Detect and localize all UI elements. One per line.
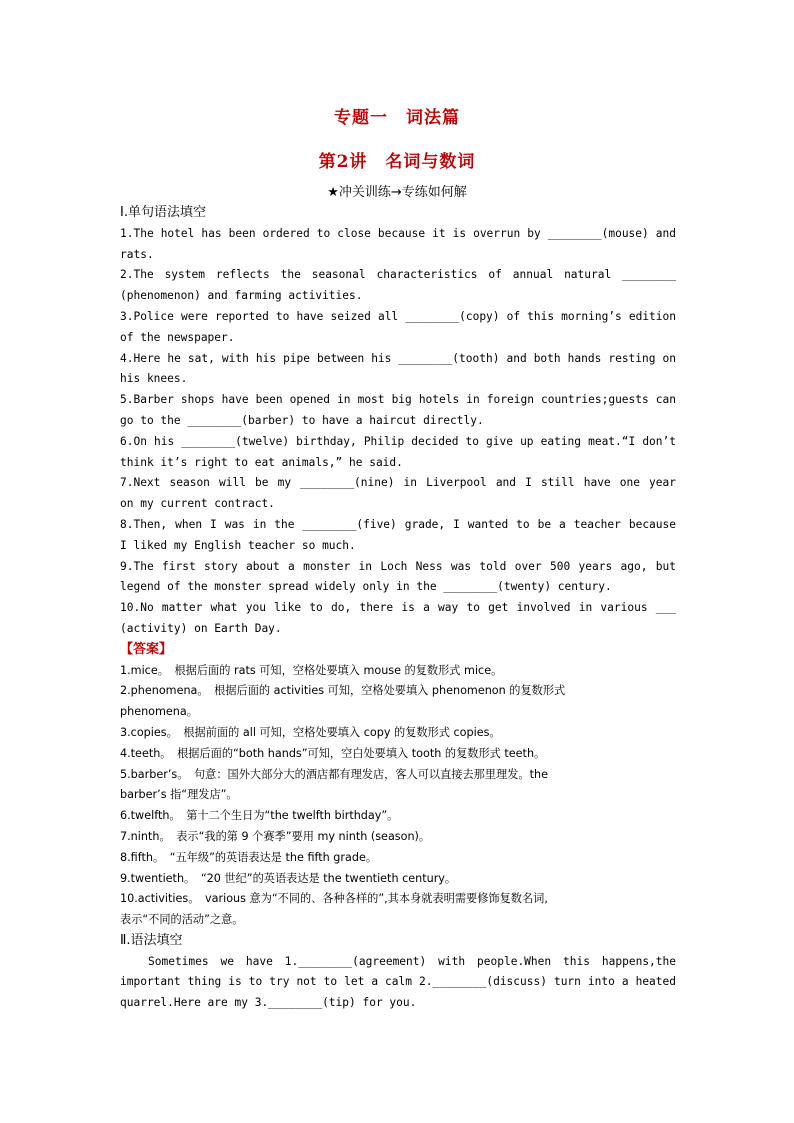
answer-line: 6.twelfth。 第十二个生日为“the twelfth birthday”。: [120, 809, 399, 823]
answer-heading: 【答案】: [120, 641, 173, 657]
answer-line: 表示“不同的活动”之意。: [120, 913, 244, 927]
question-line: 1.The hotel has been ordered to close because it is overrun by ________(mouse) and: [120, 226, 676, 240]
question-line: think it’s right to eat animals,” he said.: [120, 455, 403, 469]
question-line: 10.No matter what you like to do, there is a way to get involved in various ___: [120, 601, 676, 615]
question-line: (phenomenon) and farming activities.: [120, 289, 363, 303]
passage-line: Sometimes we have 1.________(agreement) with people.When this happens,the: [148, 954, 676, 968]
answer-line: 1.mice。 根据后面的 rats 可知，空格处要填入 mouse 的复数形式 mice。: [120, 663, 503, 677]
passage: [120, 952, 676, 1014]
question-line: I liked my English teacher so much.: [120, 538, 356, 552]
answer-line: 4.teeth。 根据后面的“both hands”可知，空白处要填入 tooth 的复数形式 teeth。: [120, 746, 546, 760]
answer-line: 3.copies。 根据前面的 all 可知，空格处要填入 copy 的复数形式 copies。: [120, 725, 501, 739]
question-line: go to the ________(barber) to have a haircut directly.: [120, 413, 484, 427]
question-line: on my current contract.: [120, 497, 275, 511]
question-line: (activity) on Earth Day.: [120, 621, 282, 635]
answer-line: 5.barber’s。 句意：国外大部分大的酒店都有理发店，客人可以直接去那里理发。the: [120, 767, 548, 781]
question-line: 9.The first story about a monster in Loch Ness was told over 500 years ago, but: [120, 559, 676, 573]
question-line: 8.Then, when I was in the ________(five) grade, I wanted to be a teacher because: [120, 517, 676, 531]
answer-line: 9.twentieth。 “20 世纪”的英语表达是 the twentieth century。: [120, 871, 457, 885]
topic-title: 专题一 词法篇: [334, 108, 460, 128]
question-line: of the newspaper.: [120, 330, 235, 344]
question-line: his knees.: [120, 372, 188, 386]
question-line: legend of the monster spread widely only in the ________(twenty) century.: [120, 580, 612, 594]
answer-line: barber’s 指“理发店”。: [120, 788, 238, 802]
section1-heading: Ⅰ.单句语法填空: [120, 205, 206, 220]
question-line: 2.The system reflects the seasonal characteristics of annual natural ________: [120, 268, 676, 282]
lesson-title: 第2讲 名词与数词: [318, 152, 476, 172]
question-line: 7.Next season will be my ________(nine) in Liverpool and I still have one year: [120, 476, 676, 490]
subtitle: ★冲关训练→专练如何解: [327, 185, 467, 200]
question-list: [120, 224, 676, 640]
answer-line: 8.fifth。 “五年级”的英语表达是 the fifth grade。: [120, 850, 378, 864]
passage-line: important thing is to try not to let a calm 2.________(discuss) turn into a heated: [120, 975, 676, 989]
question-line: 6.On his ________(twelve) birthday, Philip decided to give up eating meat.“I don’t: [120, 434, 676, 448]
passage-line: quarrel.Here are my 3.________(tip) for you.: [120, 996, 417, 1010]
section2-heading: Ⅱ.语法填空: [120, 932, 183, 948]
answer-line: phenomena。: [120, 705, 198, 719]
content-body: [120, 203, 676, 1014]
question-line: rats.: [120, 247, 154, 261]
question-line: 3.Police were reported to have seized all ________(copy) of this morning’s edition: [120, 309, 676, 323]
answer-line: 7.ninth。 表示“我的第 9 个赛季”要用 my ninth (season)。: [120, 829, 431, 843]
answer-line: 2.phenomena。 根据后面的 activities 可知，空格处要填入 phenomenon 的复数形式: [120, 684, 566, 698]
question-line: 5.Barber shops have been opened in most big hotels in foreign countries;guests can: [120, 393, 676, 407]
answer-list: [120, 661, 676, 931]
question-line: 4.Here he sat, with his pipe between his ________(tooth) and both hands resting on: [120, 351, 676, 365]
answer-line: 10.activities。 various 意为“不同的、各种各样的”,其本身就表明需要修饰复数名词,: [120, 892, 548, 906]
